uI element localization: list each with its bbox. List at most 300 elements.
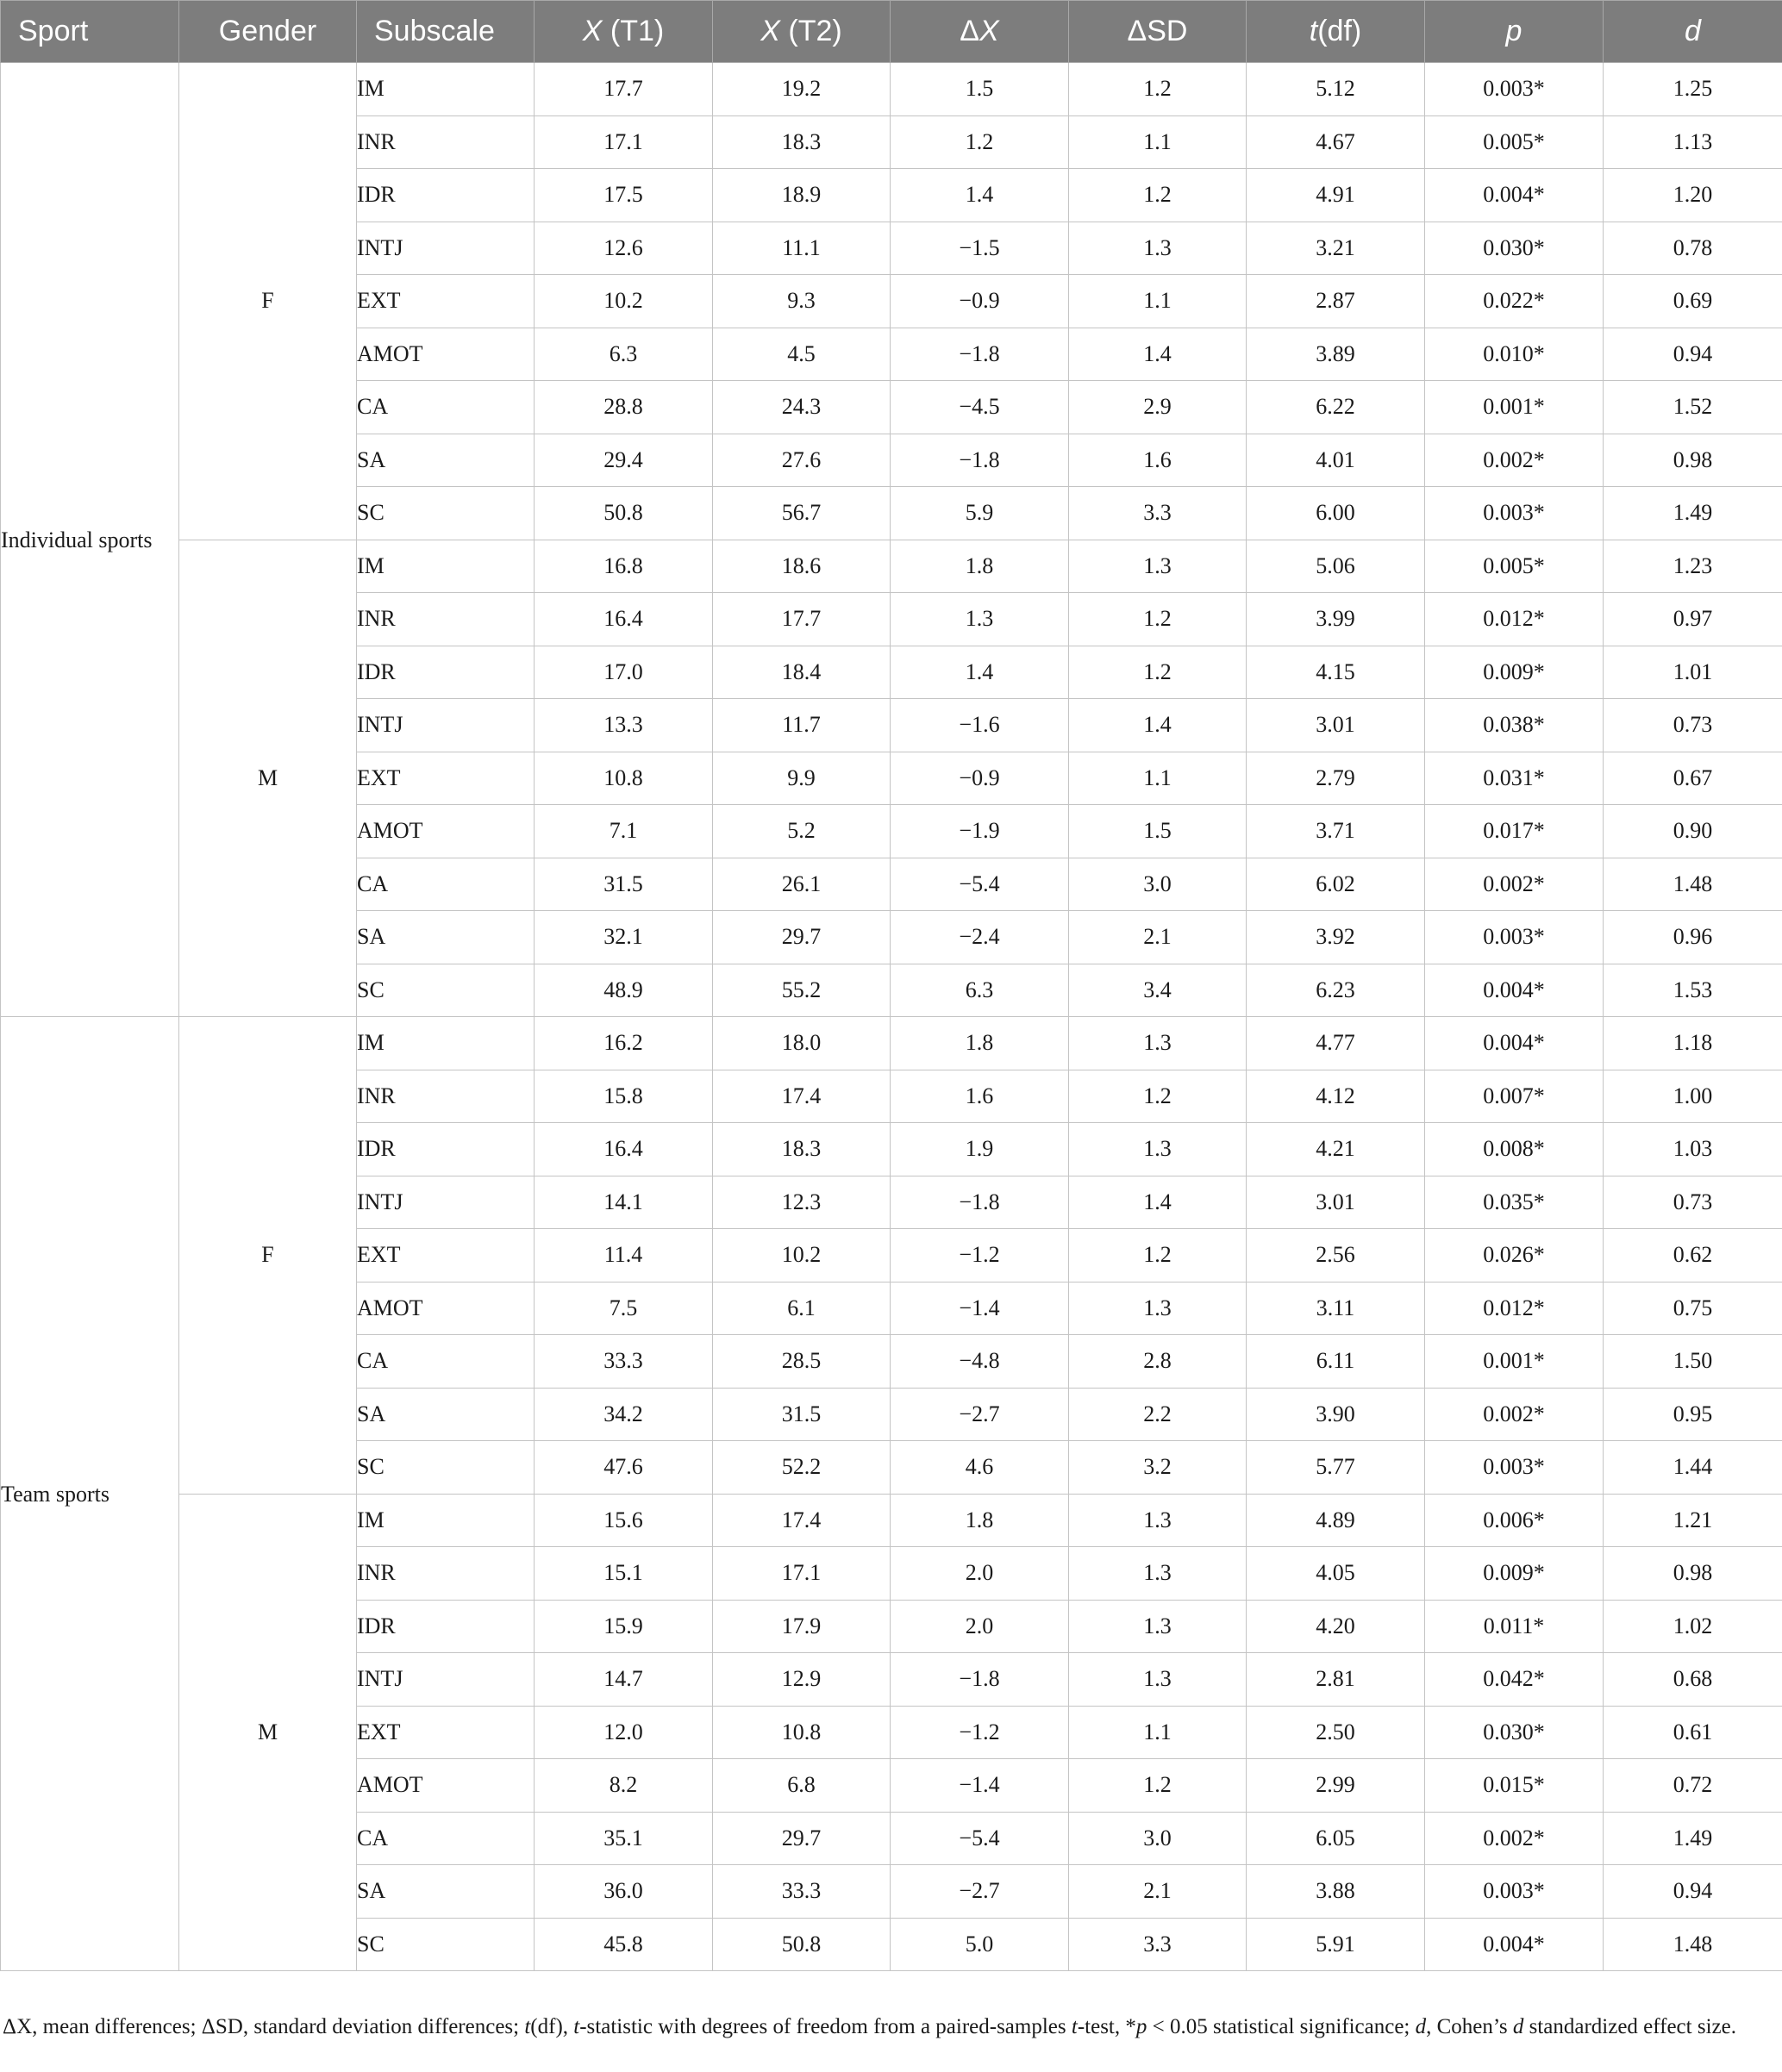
x-t2-cell: 18.9 (713, 169, 891, 222)
cohens-d-cell: 0.72 (1604, 1759, 1782, 1813)
footnote-text-5: < 0.05 statistical significance; (1147, 2015, 1416, 2038)
x-t1-cell: 11.4 (535, 1229, 713, 1283)
x-t2-cell: 17.7 (713, 593, 891, 646)
t-df-cell: 3.21 (1247, 222, 1425, 275)
x-t1-cell: 32.1 (535, 911, 713, 964)
x-t2-cell: 12.3 (713, 1176, 891, 1229)
subscale-cell: INTJ (357, 1653, 535, 1707)
x-t2-cell: 9.3 (713, 275, 891, 328)
cohens-d-cell: 0.78 (1604, 222, 1782, 275)
p-value-cell: 0.011* (1425, 1600, 1604, 1653)
header-subscale: Subscale (357, 1, 535, 63)
subscale-cell: EXT (357, 1229, 535, 1283)
footnote-text-2: (df), (530, 2015, 574, 2038)
p-value-cell: 0.004* (1425, 964, 1604, 1017)
p-value-cell: 0.010* (1425, 328, 1604, 381)
x-t1-cell: 45.8 (535, 1918, 713, 1971)
subscale-cell: IDR (357, 169, 535, 222)
delta-x-cell: 1.4 (891, 169, 1069, 222)
subscale-cell: EXT (357, 752, 535, 805)
delta-x-cell: 1.4 (891, 646, 1069, 699)
x-t2-cell: 50.8 (713, 1918, 891, 1971)
delta-sd-cell: 2.9 (1069, 381, 1247, 434)
header-delta-sd: ΔSD (1069, 1, 1247, 63)
cohens-d-cell: 0.67 (1604, 752, 1782, 805)
footnote-t-var-2: t (573, 2015, 580, 2038)
p-value-cell: 0.012* (1425, 1282, 1604, 1335)
cohens-d-cell: 0.69 (1604, 275, 1782, 328)
x-t1-cell: 15.9 (535, 1600, 713, 1653)
delta-x-cell: −0.9 (891, 275, 1069, 328)
x-t1-cell: 7.1 (535, 805, 713, 858)
delta-x-cell: −1.6 (891, 699, 1069, 752)
gender-cell: M (179, 1494, 357, 1971)
table-footnote (0, 2012, 1761, 2043)
delta-x-cell: 4.6 (891, 1441, 1069, 1495)
delta-x-cell: −1.2 (891, 1229, 1069, 1283)
delta-sd-cell: 1.2 (1069, 63, 1247, 116)
subscale-cell: EXT (357, 275, 535, 328)
delta-x-cell: −0.9 (891, 752, 1069, 805)
p-value-cell: 0.003* (1425, 63, 1604, 116)
x-t2-cell: 5.2 (713, 805, 891, 858)
gender-cell: F (179, 63, 357, 540)
p-value-cell: 0.004* (1425, 1918, 1604, 1971)
delta-sd-cell: 2.8 (1069, 1335, 1247, 1389)
header-sport: Sport (1, 1, 179, 63)
x-t2-cell: 52.2 (713, 1441, 891, 1495)
x-t1-cell: 34.2 (535, 1388, 713, 1441)
cohens-d-cell: 1.49 (1604, 487, 1782, 540)
delta-sd-cell: 1.4 (1069, 328, 1247, 381)
subscale-cell: IM (357, 540, 535, 593)
t-df-cell: 5.91 (1247, 1918, 1425, 1971)
x-t2-cell: 29.7 (713, 911, 891, 964)
cohens-d-cell: 1.21 (1604, 1494, 1782, 1547)
delta-sd-cell: 1.1 (1069, 275, 1247, 328)
table-row (1, 63, 1782, 116)
delta-sd-cell: 1.1 (1069, 752, 1247, 805)
header-gender: Gender (179, 1, 357, 63)
x-t1-cell: 12.6 (535, 222, 713, 275)
table-body (1, 63, 1782, 1971)
footnote-t-var-3: t (1071, 2015, 1078, 2038)
subscale-cell: SA (357, 434, 535, 487)
header-d (1604, 1, 1782, 63)
x-t1-cell: 8.2 (535, 1759, 713, 1813)
table-header (1, 1, 1782, 63)
t-df-cell: 6.00 (1247, 487, 1425, 540)
t-df-cell: 6.22 (1247, 381, 1425, 434)
t-df-cell: 4.01 (1247, 434, 1425, 487)
t-df-cell: 4.05 (1247, 1547, 1425, 1601)
t-df-cell: 6.11 (1247, 1335, 1425, 1389)
subscale-cell: SC (357, 964, 535, 1017)
subscale-cell: AMOT (357, 1759, 535, 1813)
t-df-cell: 2.56 (1247, 1229, 1425, 1283)
x-t2-cell: 6.8 (713, 1759, 891, 1813)
subscale-cell: AMOT (357, 1282, 535, 1335)
footnote-p-var: p (1135, 2015, 1147, 2038)
cohens-d-cell: 1.44 (1604, 1441, 1782, 1495)
t-df-cell: 4.77 (1247, 1017, 1425, 1070)
header-x-t1 (535, 1, 713, 63)
x-t2-cell: 31.5 (713, 1388, 891, 1441)
footnote-t-var: t (524, 2015, 531, 2038)
p-value-cell: 0.003* (1425, 911, 1604, 964)
cohens-d-cell: 1.01 (1604, 646, 1782, 699)
footnote-text-4: -test, * (1077, 2015, 1136, 2038)
x-t2-cell: 11.1 (713, 222, 891, 275)
x-t1-cell: 15.1 (535, 1547, 713, 1601)
t-df-cell: 3.71 (1247, 805, 1425, 858)
subscale-cell: CA (357, 858, 535, 911)
subscale-cell: IM (357, 1494, 535, 1547)
cohens-d-cell: 0.98 (1604, 1547, 1782, 1601)
subscale-cell: INR (357, 1547, 535, 1601)
x-t1-cell: 35.1 (535, 1812, 713, 1865)
subscale-cell: INR (357, 115, 535, 169)
sport-cell: Team sports (1, 1017, 179, 1971)
delta-sd-cell: 1.2 (1069, 646, 1247, 699)
delta-sd-cell: 3.0 (1069, 1812, 1247, 1865)
delta-x-cell: −4.5 (891, 381, 1069, 434)
subscale-cell: SA (357, 1865, 535, 1919)
subscale-cell: IDR (357, 1123, 535, 1176)
p-value-cell: 0.002* (1425, 434, 1604, 487)
t-df-cell: 2.81 (1247, 1653, 1425, 1707)
delta-x-cell: 1.6 (891, 1070, 1069, 1123)
p-value-cell: 0.015* (1425, 1759, 1604, 1813)
x-t1-cell: 16.2 (535, 1017, 713, 1070)
subscale-cell: SC (357, 1441, 535, 1495)
x-t1-cell: 15.8 (535, 1070, 713, 1123)
cohens-d-cell: 1.25 (1604, 63, 1782, 116)
delta-x-cell: −5.4 (891, 858, 1069, 911)
x-t1-cell: 15.6 (535, 1494, 713, 1547)
footnote-text-7: standardized effect size. (1523, 2015, 1736, 2038)
table-row (1, 1017, 1782, 1070)
t-df-cell: 6.05 (1247, 1812, 1425, 1865)
x-t1-cell: 17.0 (535, 646, 713, 699)
x-t1-cell: 14.7 (535, 1653, 713, 1707)
t-df-cell: 4.21 (1247, 1123, 1425, 1176)
delta-sd-cell: 1.3 (1069, 1600, 1247, 1653)
subscale-cell: CA (357, 1335, 535, 1389)
header-delta-x (891, 1, 1069, 63)
header-t-rest: (df) (1317, 15, 1362, 47)
x-t1-cell: 36.0 (535, 1865, 713, 1919)
delta-sd-cell: 1.3 (1069, 1282, 1247, 1335)
x-t2-cell: 26.1 (713, 858, 891, 911)
delta-sd-cell: 1.3 (1069, 1017, 1247, 1070)
delta-x-cell: 2.0 (891, 1600, 1069, 1653)
x-t2-cell: 18.6 (713, 540, 891, 593)
x-t1-cell: 14.1 (535, 1176, 713, 1229)
t-df-cell: 6.23 (1247, 964, 1425, 1017)
x-t2-cell: 17.9 (713, 1600, 891, 1653)
delta-sd-cell: 3.3 (1069, 487, 1247, 540)
footnote-d-var: d (1415, 2015, 1427, 2038)
header-x-t2 (713, 1, 891, 63)
delta-x-cell: −2.7 (891, 1388, 1069, 1441)
footnote-text-1: ΔX, mean differences; ΔSD, standard deviation differences; (3, 2015, 525, 2038)
delta-x-cell: −2.4 (891, 911, 1069, 964)
cohens-d-cell: 0.94 (1604, 328, 1782, 381)
t-df-cell: 4.89 (1247, 1494, 1425, 1547)
x-t1-cell: 17.1 (535, 115, 713, 169)
table-row (1, 1494, 1782, 1547)
delta-sd-cell: 1.2 (1069, 593, 1247, 646)
x-t2-cell: 18.4 (713, 646, 891, 699)
t-df-cell: 3.11 (1247, 1282, 1425, 1335)
t-df-cell: 2.99 (1247, 1759, 1425, 1813)
delta-sd-cell: 2.2 (1069, 1388, 1247, 1441)
p-value-cell: 0.003* (1425, 487, 1604, 540)
subscale-cell: CA (357, 1812, 535, 1865)
x-t1-cell: 13.3 (535, 699, 713, 752)
x-t2-cell: 10.2 (713, 1229, 891, 1283)
p-value-cell: 0.030* (1425, 1706, 1604, 1759)
t-df-cell: 6.02 (1247, 858, 1425, 911)
cohens-d-cell: 1.18 (1604, 1017, 1782, 1070)
x-t1-cell: 10.8 (535, 752, 713, 805)
cohens-d-cell: 1.48 (1604, 1918, 1782, 1971)
t-df-cell: 2.79 (1247, 752, 1425, 805)
x-t1-cell: 28.8 (535, 381, 713, 434)
delta-x-cell: −1.8 (891, 434, 1069, 487)
sport-cell: Individual sports (1, 63, 179, 1017)
p-value-cell: 0.005* (1425, 540, 1604, 593)
delta-x-cell: 1.5 (891, 63, 1069, 116)
delta-sd-cell: 1.1 (1069, 115, 1247, 169)
x-t2-cell: 19.2 (713, 63, 891, 116)
delta-sd-cell: 1.4 (1069, 1176, 1247, 1229)
p-value-cell: 0.003* (1425, 1441, 1604, 1495)
cohens-d-cell: 1.03 (1604, 1123, 1782, 1176)
cohens-d-cell: 0.95 (1604, 1388, 1782, 1441)
footnote-text-6: , Cohen’s (1426, 2015, 1513, 2038)
t-df-cell: 4.20 (1247, 1600, 1425, 1653)
t-df-cell: 4.12 (1247, 1070, 1425, 1123)
x-t2-cell: 18.0 (713, 1017, 891, 1070)
cohens-d-cell: 1.23 (1604, 540, 1782, 593)
cohens-d-cell: 1.52 (1604, 381, 1782, 434)
delta-x-cell: 6.3 (891, 964, 1069, 1017)
x-t2-cell: 4.5 (713, 328, 891, 381)
x-t2-cell: 24.3 (713, 381, 891, 434)
x-t2-cell: 9.9 (713, 752, 891, 805)
delta-x-cell: −1.2 (891, 1706, 1069, 1759)
subscale-cell: INTJ (357, 1176, 535, 1229)
t-df-cell: 3.01 (1247, 699, 1425, 752)
p-value-cell: 0.008* (1425, 1123, 1604, 1176)
x-t2-cell: 28.5 (713, 1335, 891, 1389)
cohens-d-cell: 0.96 (1604, 911, 1782, 964)
delta-x-cell: −1.9 (891, 805, 1069, 858)
delta-x-cell: 1.3 (891, 593, 1069, 646)
x-t1-cell: 29.4 (535, 434, 713, 487)
p-value-cell: 0.031* (1425, 752, 1604, 805)
subscale-cell: IM (357, 1017, 535, 1070)
x-t1-cell: 7.5 (535, 1282, 713, 1335)
delta-sd-cell: 1.3 (1069, 1653, 1247, 1707)
x-t2-cell: 56.7 (713, 487, 891, 540)
subscale-cell: EXT (357, 1706, 535, 1759)
t-df-cell: 2.50 (1247, 1706, 1425, 1759)
subscale-cell: INTJ (357, 699, 535, 752)
x-t2-cell: 29.7 (713, 1812, 891, 1865)
footnote-text-3: -statistic with degrees of freedom from a paired-samples (579, 2015, 1072, 2038)
header-d-var: d (1685, 15, 1701, 47)
header-row (1, 1, 1782, 63)
delta-sd-cell: 3.2 (1069, 1441, 1247, 1495)
t-df-cell: 3.99 (1247, 593, 1425, 646)
header-p (1425, 1, 1604, 63)
t-df-cell: 4.15 (1247, 646, 1425, 699)
x-t2-cell: 18.3 (713, 115, 891, 169)
p-value-cell: 0.035* (1425, 1176, 1604, 1229)
t-df-cell: 3.92 (1247, 911, 1425, 964)
cohens-d-cell: 1.02 (1604, 1600, 1782, 1653)
cohens-d-cell: 0.94 (1604, 1865, 1782, 1919)
cohens-d-cell: 0.73 (1604, 699, 1782, 752)
cohens-d-cell: 0.62 (1604, 1229, 1782, 1283)
subscale-cell: INR (357, 1070, 535, 1123)
subscale-cell: AMOT (357, 805, 535, 858)
delta-sd-cell: 1.2 (1069, 1070, 1247, 1123)
subscale-cell: SA (357, 911, 535, 964)
p-value-cell: 0.004* (1425, 169, 1604, 222)
x-t1-cell: 50.8 (535, 487, 713, 540)
delta-sd-cell: 1.2 (1069, 1759, 1247, 1813)
delta-x-cell: −1.8 (891, 1653, 1069, 1707)
delta-x-cell: −5.4 (891, 1812, 1069, 1865)
header-t-df (1247, 1, 1425, 63)
delta-x-cell: 1.8 (891, 540, 1069, 593)
x-t2-cell: 55.2 (713, 964, 891, 1017)
delta-sd-cell: 1.3 (1069, 1123, 1247, 1176)
gender-cell: F (179, 1017, 357, 1495)
t-df-cell: 3.90 (1247, 1388, 1425, 1441)
header-x-t2-var: X (760, 15, 780, 47)
delta-sd-cell: 2.1 (1069, 1865, 1247, 1919)
cohens-d-cell: 0.98 (1604, 434, 1782, 487)
delta-sd-cell: 1.3 (1069, 1494, 1247, 1547)
subscale-cell: SC (357, 1918, 535, 1971)
cohens-d-cell: 0.61 (1604, 1706, 1782, 1759)
p-value-cell: 0.007* (1425, 1070, 1604, 1123)
delta-x-cell: 2.0 (891, 1547, 1069, 1601)
cohens-d-cell: 1.48 (1604, 858, 1782, 911)
delta-sd-cell: 3.3 (1069, 1918, 1247, 1971)
header-delta-symbol: Δ (960, 15, 980, 47)
delta-sd-cell: 1.2 (1069, 1229, 1247, 1283)
delta-sd-cell: 1.3 (1069, 1547, 1247, 1601)
delta-x-cell: −1.8 (891, 1176, 1069, 1229)
subscale-cell: SC (357, 487, 535, 540)
t-df-cell: 2.87 (1247, 275, 1425, 328)
header-x-t1-var: X (582, 15, 603, 47)
x-t2-cell: 17.1 (713, 1547, 891, 1601)
cohens-d-cell: 0.73 (1604, 1176, 1782, 1229)
delta-sd-cell: 1.3 (1069, 540, 1247, 593)
x-t1-cell: 12.0 (535, 1706, 713, 1759)
delta-x-cell: −4.8 (891, 1335, 1069, 1389)
x-t1-cell: 16.8 (535, 540, 713, 593)
x-t1-cell: 47.6 (535, 1441, 713, 1495)
p-value-cell: 0.003* (1425, 1865, 1604, 1919)
delta-x-cell: 5.9 (891, 487, 1069, 540)
delta-x-cell: 1.9 (891, 1123, 1069, 1176)
delta-x-cell: −1.5 (891, 222, 1069, 275)
subscale-cell: IDR (357, 646, 535, 699)
p-value-cell: 0.002* (1425, 858, 1604, 911)
t-df-cell: 4.67 (1247, 115, 1425, 169)
x-t1-cell: 10.2 (535, 275, 713, 328)
p-value-cell: 0.001* (1425, 381, 1604, 434)
delta-x-cell: 1.2 (891, 115, 1069, 169)
x-t1-cell: 48.9 (535, 964, 713, 1017)
x-t1-cell: 17.7 (535, 63, 713, 116)
footnote-d-var-2: d (1512, 2015, 1524, 2038)
delta-x-cell: 5.0 (891, 1918, 1069, 1971)
header-t-var: t (1309, 15, 1318, 47)
x-t1-cell: 17.5 (535, 169, 713, 222)
header-x-t2-rest: (T2) (779, 15, 842, 47)
cohens-d-cell: 1.00 (1604, 1070, 1782, 1123)
delta-sd-cell: 1.3 (1069, 222, 1247, 275)
cohens-d-cell: 0.90 (1604, 805, 1782, 858)
delta-x-cell: 1.8 (891, 1494, 1069, 1547)
delta-sd-cell: 1.1 (1069, 1706, 1247, 1759)
p-value-cell: 0.002* (1425, 1388, 1604, 1441)
cohens-d-cell: 1.53 (1604, 964, 1782, 1017)
header-x-t1-rest: (T1) (602, 15, 665, 47)
p-value-cell: 0.009* (1425, 646, 1604, 699)
x-t2-cell: 33.3 (713, 1865, 891, 1919)
x-t2-cell: 10.8 (713, 1706, 891, 1759)
p-value-cell: 0.026* (1425, 1229, 1604, 1283)
x-t1-cell: 16.4 (535, 593, 713, 646)
x-t2-cell: 12.9 (713, 1653, 891, 1707)
x-t1-cell: 6.3 (535, 328, 713, 381)
p-value-cell: 0.009* (1425, 1547, 1604, 1601)
t-df-cell: 3.01 (1247, 1176, 1425, 1229)
subscale-cell: AMOT (357, 328, 535, 381)
delta-sd-cell: 3.4 (1069, 964, 1247, 1017)
t-df-cell: 5.12 (1247, 63, 1425, 116)
p-value-cell: 0.038* (1425, 699, 1604, 752)
subscale-cell: INTJ (357, 222, 535, 275)
t-df-cell: 3.89 (1247, 328, 1425, 381)
x-t1-cell: 33.3 (535, 1335, 713, 1389)
p-value-cell: 0.006* (1425, 1494, 1604, 1547)
t-df-cell: 5.77 (1247, 1441, 1425, 1495)
x-t2-cell: 11.7 (713, 699, 891, 752)
x-t1-cell: 31.5 (535, 858, 713, 911)
delta-x-cell: −1.4 (891, 1282, 1069, 1335)
cohens-d-cell: 0.97 (1604, 593, 1782, 646)
t-df-cell: 5.06 (1247, 540, 1425, 593)
delta-x-cell: 1.8 (891, 1017, 1069, 1070)
table-row (1, 540, 1782, 593)
x-t2-cell: 27.6 (713, 434, 891, 487)
subscale-cell: IDR (357, 1600, 535, 1653)
cohens-d-cell: 0.68 (1604, 1653, 1782, 1707)
cohens-d-cell: 1.20 (1604, 169, 1782, 222)
delta-sd-cell: 2.1 (1069, 911, 1247, 964)
